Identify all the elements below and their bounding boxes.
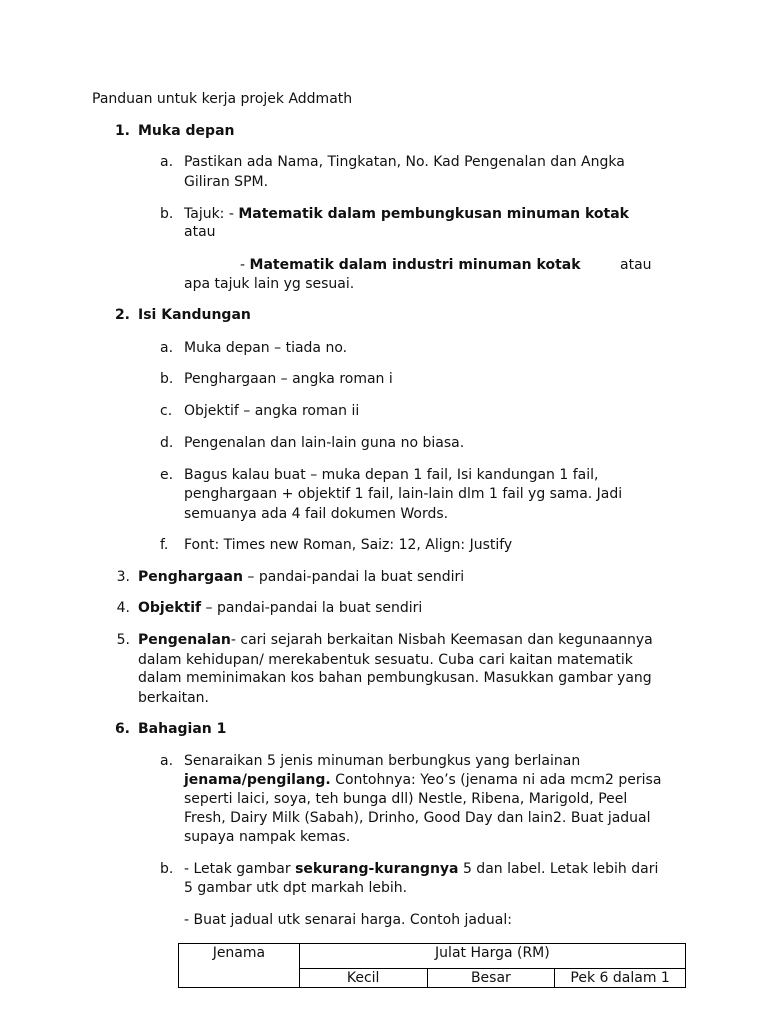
section-5-number: 5. xyxy=(116,632,130,648)
list-item-text: Pastikan ada Nama, Tingkatan, No. Kad Pengenalan dan Angka xyxy=(184,154,625,170)
list-marker: c. xyxy=(160,403,173,419)
list-item-text: Giliran SPM. xyxy=(184,174,269,190)
list-marker: e. xyxy=(160,467,174,483)
section-2-heading: Isi Kandungan xyxy=(138,307,251,323)
section-1-heading: Muka depan xyxy=(138,123,235,139)
list-item-text xyxy=(184,205,629,223)
list-item-text: Objektif – angka roman ii xyxy=(184,403,360,419)
bold-span: Penghargaan xyxy=(138,569,243,585)
list-marker: b. xyxy=(160,206,174,222)
list-item-text: Penghargaan – angka roman i xyxy=(184,371,393,387)
list-item-text: - Buat jadual utk senarai harga. Contoh jadual: xyxy=(184,912,512,928)
text-span: - xyxy=(240,257,250,273)
bold-span: Pengenalan xyxy=(138,632,231,648)
bold-span: jenama/pengilang. xyxy=(184,772,331,788)
list-item-text: Font: Times new Roman, Saiz: 12, Align: Justify xyxy=(184,537,513,553)
document-title: Panduan untuk kerja projek Addmath xyxy=(92,91,353,107)
text-span: Contohnya: Yeo’s (jenama ni ada mcm2 perisa xyxy=(330,772,662,788)
section-5-text: dalam kehidupan/ merekabentuk sesuatu. Cuba cari kaitan matematik xyxy=(138,652,633,668)
list-marker: b. xyxy=(160,861,174,877)
text-span: - Letak gambar xyxy=(184,861,296,877)
list-item-text: 5 gambar utk dpt markah lebih. xyxy=(184,880,408,896)
list-item-text: Bagus kalau buat – muka depan 1 fail, Isi kandungan 1 fail, xyxy=(184,467,599,483)
section-6-number: 6. xyxy=(114,721,130,737)
section-5-text: dalam meminimakan kos bahan pembungkusan. Masukkan gambar yang xyxy=(138,670,652,686)
section-4-text xyxy=(138,599,422,617)
list-item-text: Pengenalan dan lain-lain guna no biasa. xyxy=(184,435,465,451)
list-item-text: atau xyxy=(620,257,652,273)
section-5-text: berkaitan. xyxy=(138,690,209,706)
section-4-number: 4. xyxy=(116,600,130,616)
list-item-text: Senaraikan 5 jenis minuman berbungkus yang berlainan xyxy=(184,753,581,769)
price-table xyxy=(178,943,686,988)
section-3-number: 3. xyxy=(116,569,130,585)
list-item-text: Fresh, Dairy Milk (Sabah), Drinho, Good Day dan lain2. Buat jadual xyxy=(184,810,651,826)
table-header-cell: Kecil xyxy=(299,969,427,988)
list-item-text: atau xyxy=(184,224,216,240)
list-item-text xyxy=(240,256,581,274)
list-item-text: Muka depan – tiada no. xyxy=(184,340,348,356)
list-item-text xyxy=(184,860,658,878)
section-5-text xyxy=(138,631,653,649)
list-item-text: semuanya ada 4 fail dokumen Words. xyxy=(184,506,449,522)
table-header-cell: Jenama xyxy=(179,944,300,988)
list-marker: a. xyxy=(160,154,174,170)
list-marker: f. xyxy=(160,537,169,553)
list-marker: d. xyxy=(160,435,174,451)
list-marker: b. xyxy=(160,371,174,387)
list-item-text: seperti laici, soya, teh bunga dll) Nestle, Ribena, Marigold, Peel xyxy=(184,791,628,807)
list-item-text: apa tajuk lain yg sesuai. xyxy=(184,276,355,292)
text-span: - cari sejarah berkaitan Nisbah Keemasan dan kegunaannya xyxy=(230,632,653,648)
list-marker: a. xyxy=(160,340,174,356)
bold-span: sekurang-kurangnya xyxy=(295,861,459,877)
section-6-heading: Bahagian 1 xyxy=(138,721,227,737)
bold-span: Objektif xyxy=(138,600,202,616)
list-item-text xyxy=(184,771,661,789)
table-header-cell: Pek 6 dalam 1 xyxy=(555,969,686,988)
section-2-number: 2. xyxy=(114,307,130,323)
list-marker: a. xyxy=(160,753,174,769)
section-1-number: 1. xyxy=(114,123,130,139)
table-header-row xyxy=(179,944,686,969)
bold-span: Matematik dalam industri minuman kotak xyxy=(249,257,581,273)
table-header-cell: Besar xyxy=(427,969,555,988)
list-item-text: penghargaan + objektif 1 fail, lain-lain dlm 1 fail yg sama. Jadi xyxy=(184,486,623,502)
list-item-text: supaya nampak kemas. xyxy=(184,829,351,845)
bold-span: Matematik dalam pembungkusan minuman kotak xyxy=(238,206,629,222)
table-header-cell: Julat Harga (RM) xyxy=(299,944,685,969)
text-span: 5 dan label. Letak lebih dari xyxy=(458,861,659,877)
text-span: Tajuk: - xyxy=(184,206,239,222)
section-3-text xyxy=(138,568,464,586)
text-span: – pandai-pandai la buat sendiri xyxy=(242,569,465,585)
text-span: – pandai-pandai la buat sendiri xyxy=(201,600,423,616)
